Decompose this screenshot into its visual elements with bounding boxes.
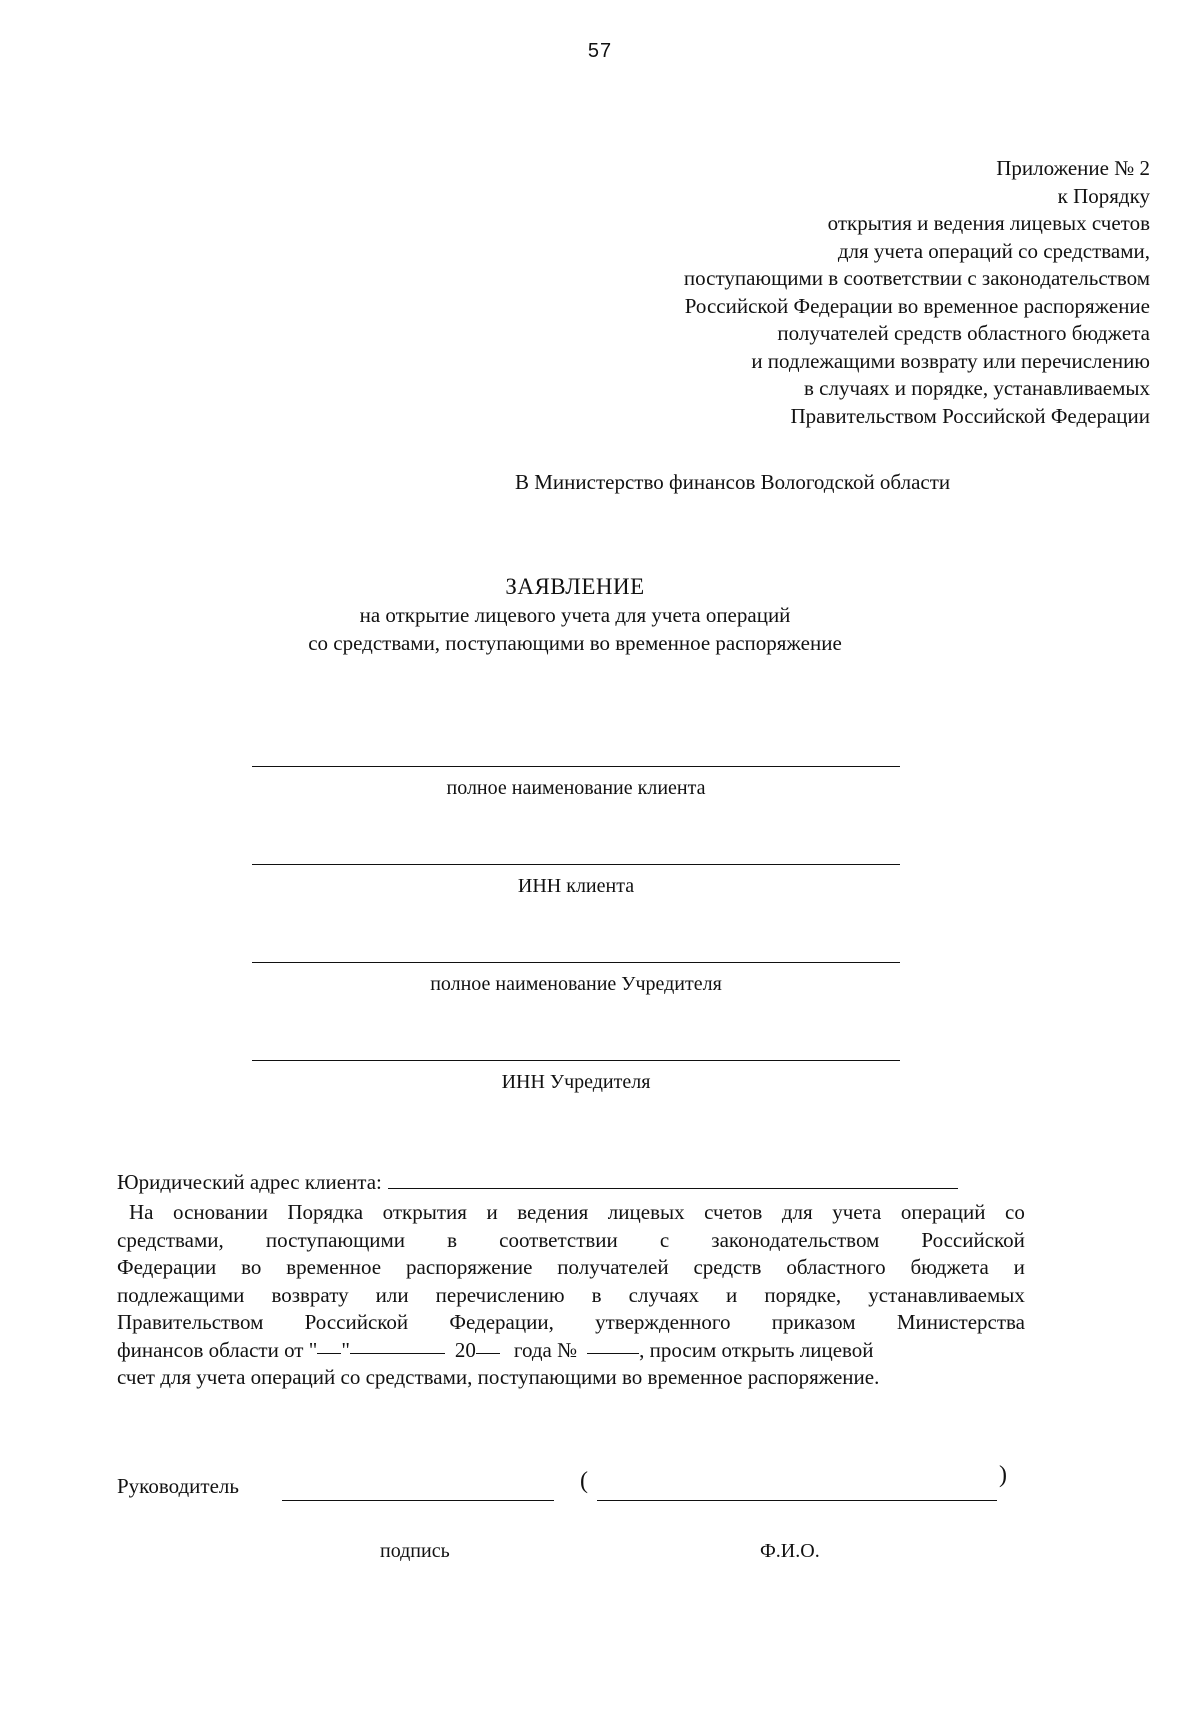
day-blank[interactable] — [317, 1337, 341, 1354]
body-line — [117, 1199, 1025, 1227]
body-text: " — [341, 1337, 350, 1362]
body-word: На — [129, 1200, 154, 1224]
body-word: Федерации — [117, 1255, 217, 1279]
body-word: операций — [900, 1200, 986, 1224]
signature-row — [117, 1464, 1017, 1504]
body-word: Правительством — [117, 1310, 264, 1334]
appendix-line: в случаях и порядке, устанавливаемых — [804, 376, 1150, 400]
body-word: ведения — [517, 1200, 589, 1224]
title-line: на открытие лицевого учета для учета операций — [359, 603, 791, 627]
appendix-line: поступающими в соответствии с законодательством — [683, 266, 1150, 290]
role-label: Руководитель — [117, 1474, 239, 1498]
order-number-blank[interactable] — [587, 1337, 639, 1354]
month-blank[interactable] — [350, 1337, 445, 1354]
appendix-line: Правительством Российской Федерации — [790, 403, 1150, 428]
body-word: во — [241, 1255, 262, 1279]
body-word: соответствии — [499, 1227, 618, 1252]
body-word: Российской — [921, 1227, 1025, 1252]
appendix-header — [450, 155, 1150, 430]
addressee-text: В Министерство финансов Вологодской области — [515, 470, 951, 494]
body-word: или — [375, 1282, 409, 1307]
appendix-line: для учета операций со средствами, — [837, 238, 1150, 263]
appendix-line: получателей средств областного бюджета — [777, 321, 1150, 345]
body-word: поступающими — [265, 1227, 406, 1252]
appendix-line: открытия и ведения лицевых счетов — [827, 211, 1150, 235]
field-caption: ИНН клиента — [517, 875, 635, 897]
body-word: основании — [173, 1200, 268, 1224]
body-word: приказом — [771, 1310, 856, 1334]
field-caption: полное наименование Учредителя — [430, 973, 722, 995]
blank-line[interactable] — [252, 1060, 900, 1061]
body-line — [117, 1282, 1025, 1310]
open-paren: ( — [580, 1468, 588, 1494]
body-word: Порядка — [287, 1200, 364, 1224]
body-text: года № — [513, 1337, 578, 1362]
body-word: получателей — [557, 1255, 669, 1279]
statement-body — [117, 1199, 1025, 1392]
close-paren: ) — [999, 1462, 1007, 1488]
body-word: подлежащими — [117, 1282, 245, 1307]
body-word: средствами, — [117, 1227, 224, 1252]
title-heading: ЗАЯВЛЕНИЕ — [505, 574, 645, 599]
body-word: Российской — [304, 1310, 409, 1334]
body-word: Федерации, — [449, 1310, 554, 1334]
body-text: , просим открыть лицевой — [639, 1337, 874, 1362]
client-inn-field[interactable] — [252, 864, 900, 898]
appendix-line: к Порядку — [1057, 183, 1150, 208]
blank-line[interactable] — [252, 864, 900, 865]
body-word: для — [781, 1200, 813, 1224]
body-word: в — [447, 1227, 458, 1252]
body-line — [117, 1309, 1025, 1337]
body-line — [117, 1227, 1025, 1255]
body-word: в — [591, 1282, 602, 1307]
body-word: средств — [693, 1255, 762, 1279]
body-line — [117, 1364, 1025, 1392]
fio-blank[interactable] — [597, 1500, 997, 1501]
body-word: перечислению — [435, 1282, 565, 1307]
founder-name-field[interactable] — [252, 962, 900, 996]
document-title — [0, 572, 1150, 657]
body-text: финансов области от " — [117, 1337, 318, 1362]
body-word: учета — [832, 1200, 882, 1224]
legal-address-label: Юридический адрес клиента: — [117, 1170, 382, 1194]
body-word: со — [1005, 1200, 1025, 1224]
appendix-line: и подлежащими возврату или перечислению — [751, 348, 1150, 373]
title-line: со средствами, поступающими во временное распоряжение — [308, 631, 842, 655]
field-caption: полное наименование клиента — [446, 777, 706, 799]
signature-blank[interactable] — [282, 1500, 554, 1501]
body-word: случаях — [628, 1282, 699, 1307]
page-number: 57 — [587, 40, 613, 62]
body-word: счетов — [704, 1200, 763, 1224]
body-line — [117, 1337, 1025, 1365]
body-text: 20 — [454, 1337, 476, 1362]
body-word: утвержденного — [595, 1310, 731, 1334]
blank-line[interactable] — [252, 962, 900, 963]
body-word: и — [726, 1282, 738, 1307]
body-word: устанавливаемых — [868, 1282, 1025, 1307]
body-word: бюджета — [910, 1255, 989, 1279]
body-line — [117, 1254, 1025, 1282]
legal-address-row — [117, 1170, 958, 1195]
founder-inn-field[interactable] — [252, 1060, 900, 1094]
body-word: открытия — [382, 1200, 467, 1224]
year-blank[interactable] — [476, 1337, 500, 1354]
body-word: временное — [286, 1255, 382, 1279]
fio-caption: Ф.И.О. — [760, 1540, 820, 1562]
appendix-line: Приложение № 2 — [996, 156, 1150, 180]
body-word: порядке, — [764, 1282, 842, 1307]
body-word: возврату — [271, 1282, 349, 1307]
body-word: законодательством — [711, 1227, 880, 1252]
client-name-field[interactable] — [252, 766, 900, 800]
body-word: и — [1013, 1255, 1025, 1279]
legal-address-blank[interactable] — [388, 1170, 958, 1189]
body-text: счет для учета операций со средствами, поступающими во временное распоряжение. — [117, 1365, 880, 1389]
body-word: Министерства — [896, 1310, 1025, 1334]
appendix-line: Российской Федерации во временное распоряжение — [684, 293, 1150, 318]
blank-line[interactable] — [252, 766, 900, 767]
field-caption: ИНН Учредителя — [501, 1071, 651, 1093]
body-word: областного — [786, 1255, 886, 1279]
signature-caption: подпись — [380, 1540, 450, 1562]
body-word: распоряжение — [406, 1255, 533, 1279]
body-word: лицевых — [607, 1200, 685, 1224]
body-word: и — [486, 1200, 498, 1224]
body-word: с — [659, 1227, 670, 1252]
